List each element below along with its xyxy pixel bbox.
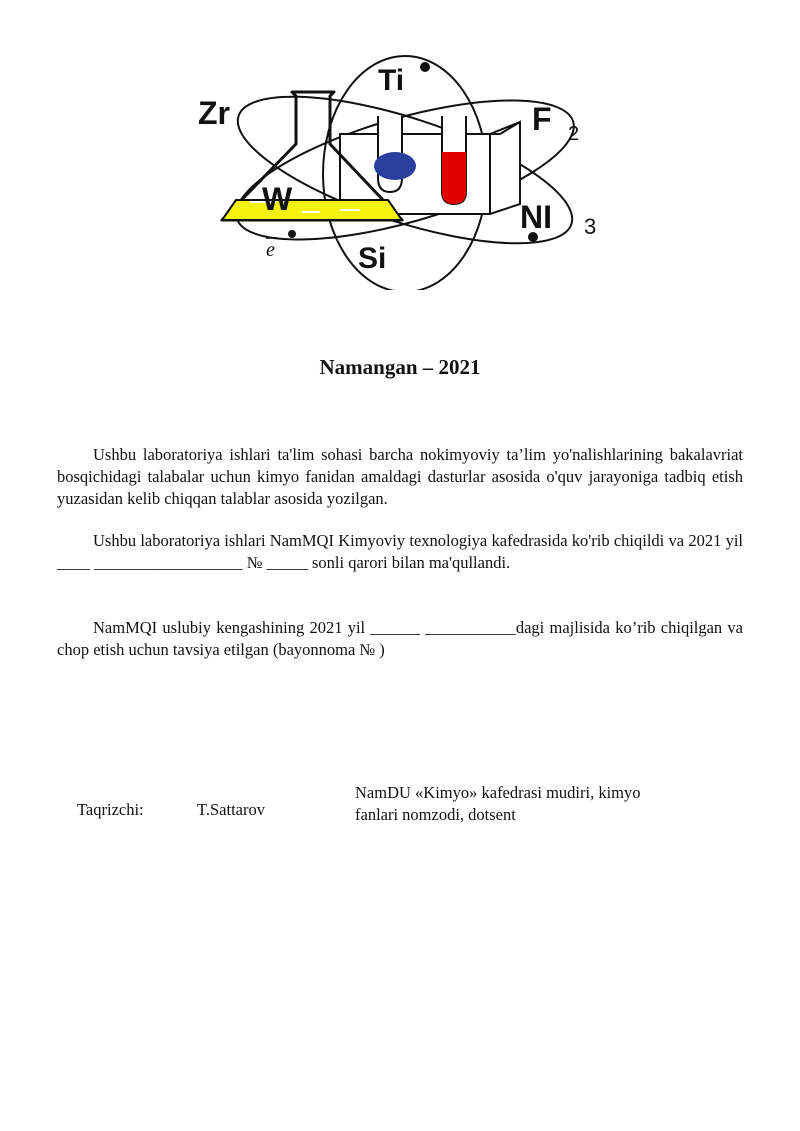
chemistry-logo: [190, 52, 615, 290]
paragraph-purpose: [57, 444, 743, 510]
paragraph-purpose-text: Ushbu laboratoriya ishlari ta'lim sohasi barcha nokimyoviy ta’lim yo'nalishlarining bakalavriat bosqichidagi talabalar uchun kimyo fanidan amaldagi dasturlar asosida o'quv jarayoniga tadbiq etish yuzasidan kelib chiqqan talablar asosida yozilgan.: [57, 445, 743, 508]
element-si: Si: [358, 242, 387, 275]
reviewer-title: [355, 782, 715, 826]
chemistry-logo-graphic: [190, 52, 615, 290]
blue-blob: [374, 152, 416, 180]
yellow-liquid: [222, 200, 402, 220]
paragraph-department-approval: [57, 530, 743, 574]
paragraph-council-recommendation-text: NamMQI uslubiy kengashining 2021 yil ______ ___________dagi majlisida ko’rib chiqilgan va chop etish uchun tavsiya etilgan (bayonnoma № ): [57, 618, 743, 659]
element-f-subscript: 2: [568, 123, 580, 145]
reviewer-title-line-1: NamDU «Kimyo» kafedrasi mudiri, kimyo: [355, 783, 641, 802]
element-f: F: [532, 101, 552, 137]
electron-symbol: e: [266, 239, 275, 261]
element-w: W: [262, 181, 293, 217]
element-ti: Ti: [378, 64, 405, 97]
reviewer-title-line-2: fanlari nomzodi, dotsent: [355, 805, 516, 824]
element-ni: NI: [520, 199, 552, 235]
element-ni-subscript: 3: [584, 214, 597, 239]
paragraph-department-approval-text: Ushbu laboratoriya ishlari NamMQI Kimyoviy texnologiya kafedrasida ko'rib chiqildi va 2021 yil ____ __________________ № _____ sonli qarori bilan ma'qullandi.: [57, 531, 743, 572]
city-year-heading: Namangan – 2021: [319, 355, 481, 379]
reviewer-label: Taqrizchi:: [77, 800, 144, 819]
electron-dot: [420, 62, 430, 72]
red-liquid: [442, 152, 466, 204]
paragraph-council-recommendation: [57, 617, 743, 661]
element-zr: Zr: [198, 95, 230, 131]
electron-dot: [288, 230, 296, 238]
reviewer-name: T.Sattarov: [197, 800, 265, 819]
